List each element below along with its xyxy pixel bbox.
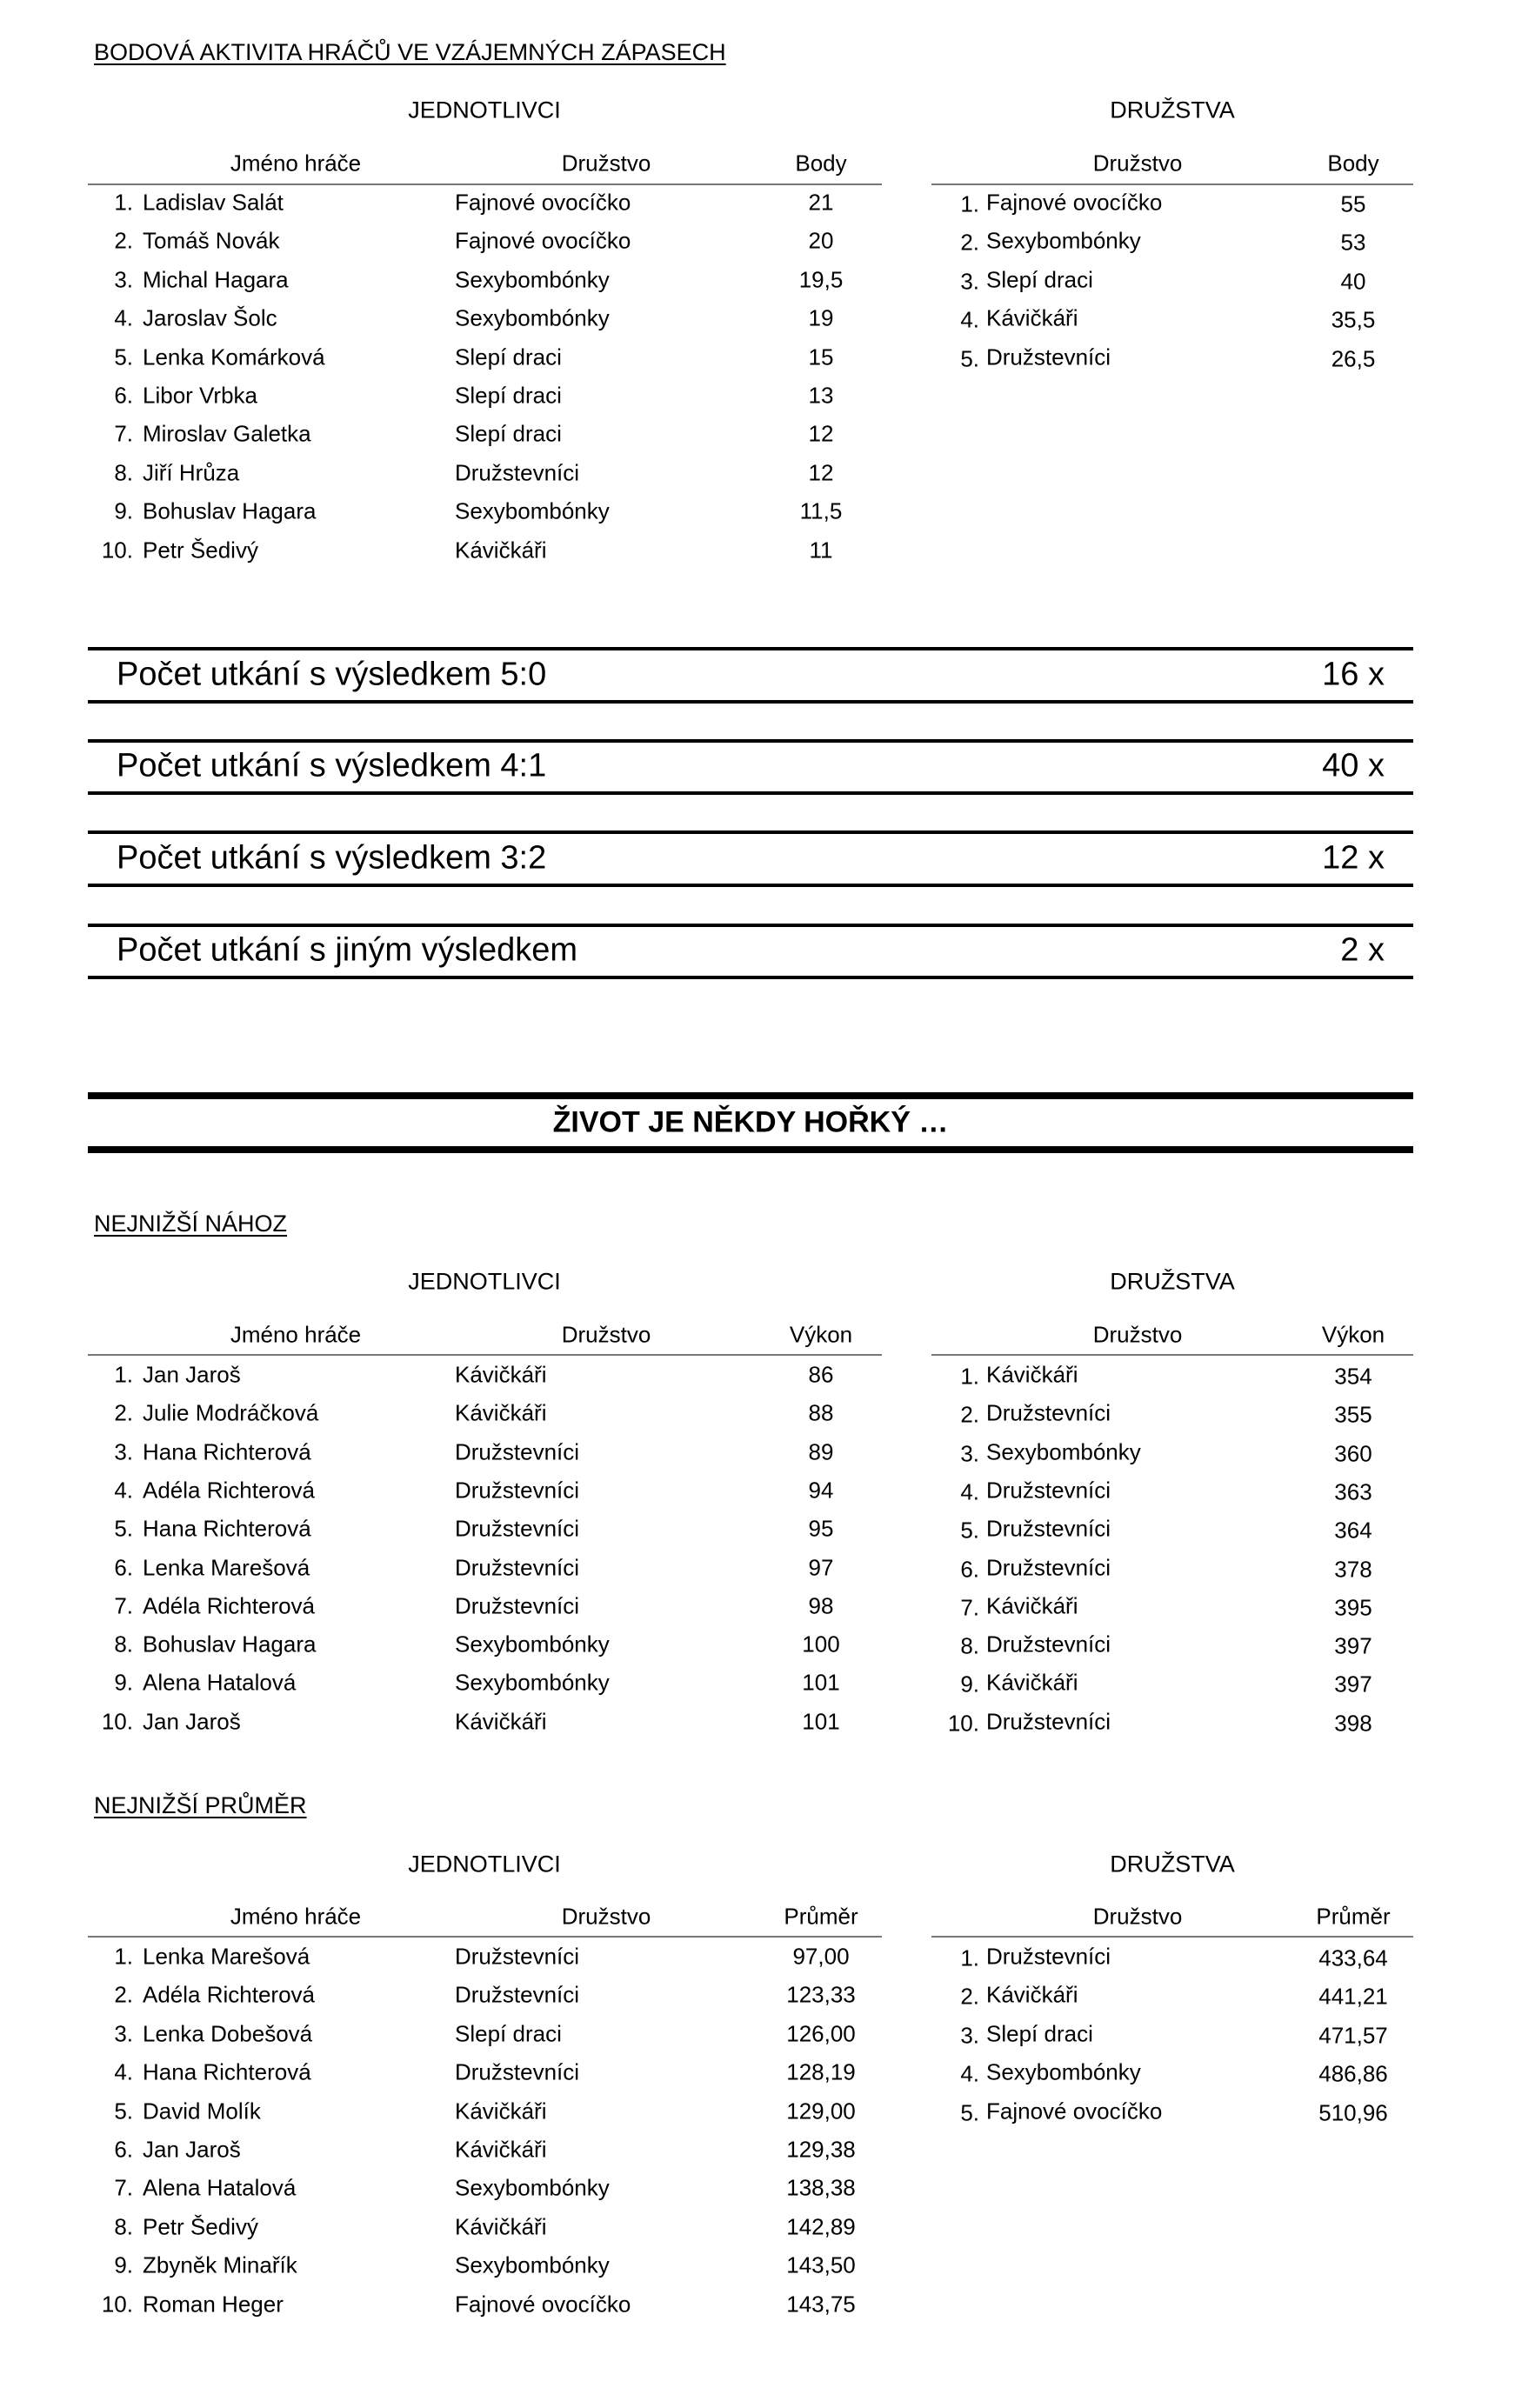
player-team: Družstevníci [455,1515,580,1542]
bitter-heading: ŽIVOT JE NĚKDY HOŘKÝ … [552,1105,949,1139]
player-name: Hana Richterová [143,2058,311,2085]
row-rank: 2. [960,1401,979,1428]
player-team: Sexybombónky [455,2174,610,2201]
divider [88,884,1413,887]
header-rule [931,1936,1413,1938]
player-name: Adéla Richterová [143,1477,315,1504]
column-header-team: Družstvo [1092,1903,1183,1930]
row-rank: 3. [960,2022,979,2049]
result-count-label: Počet utkání s výsledkem 4:1 [117,747,547,784]
team-name: Fajnové ovocíčko [986,2098,1163,2125]
team-name: Družstevníci [986,1708,1111,1735]
player-value: 21 [808,189,834,216]
player-value: 13 [808,382,834,409]
column-header-value: Body [1327,150,1379,177]
team-value: 354 [1334,1363,1372,1390]
player-team: Sexybombónky [455,266,610,293]
row-rank: 9. [114,1669,133,1696]
row-rank: 1. [114,1943,133,1970]
player-value: 101 [802,1708,840,1735]
column-header-team: Družstvo [561,1321,651,1348]
row-rank: 8. [960,1632,979,1659]
team-value: 53 [1340,229,1366,256]
row-rank: 1. [114,1361,133,1388]
row-rank: 2. [114,1981,133,2008]
row-rank: 4. [114,2058,133,2085]
team-name: Družstevníci [986,1399,1111,1426]
player-value: 129,38 [786,2136,856,2163]
team-name: Družstevníci [986,1631,1111,1658]
player-name: Tomáš Novák [143,227,280,254]
column-header-team: Družstvo [561,1903,651,1930]
team-value: 378 [1334,1556,1372,1582]
row-rank: 9. [114,497,133,524]
player-name: Lenka Marešová [143,1554,310,1580]
team-value: 40 [1340,268,1366,295]
divider [88,791,1413,795]
column-header-player: Jméno hráče [230,150,362,177]
divider [88,976,1413,979]
player-name: Jan Jaroš [143,1708,241,1735]
row-rank: 7. [114,1592,133,1619]
group-label-teams: DRUŽSTVA [1110,1851,1235,1878]
result-count-label: Počet utkání s výsledkem 3:2 [117,839,547,877]
column-header-team: Družstvo [1092,1321,1183,1348]
team-value: 364 [1334,1517,1372,1544]
group-label-individuals: JEDNOTLIVCI [408,97,561,123]
row-rank: 4. [960,2060,979,2087]
row-rank: 10. [101,537,133,564]
player-name: Lenka Marešová [143,1943,310,1970]
team-value: 363 [1334,1478,1372,1505]
player-team: Družstevníci [455,1981,580,2008]
result-count-label: Počet utkání s jiným výsledkem [117,931,578,969]
divider [88,700,1413,704]
column-header-value: Body [795,150,847,177]
player-value: 12 [808,420,834,447]
team-value: 433,64 [1318,1944,1388,1971]
team-name: Kávičkáři [986,1981,1078,2008]
player-value: 143,75 [786,2291,856,2318]
player-name: Hana Richterová [143,1438,311,1465]
row-rank: 4. [114,304,133,331]
player-team: Družstevníci [455,1592,580,1619]
column-header-value: Výkon [789,1321,853,1348]
group-label-teams: DRUŽSTVA [1110,1268,1235,1295]
row-rank: 5. [960,1517,979,1544]
player-name: Adéla Richterová [143,1592,315,1619]
row-rank: 3. [960,1440,979,1467]
team-name: Fajnové ovocíčko [986,189,1163,216]
row-rank: 2. [114,227,133,254]
row-rank: 9. [960,1671,979,1698]
player-team: Kávičkáři [455,1361,547,1388]
row-rank: 1. [960,1363,979,1390]
column-header-value: Průměr [784,1903,858,1930]
team-name: Družstevníci [986,1554,1111,1580]
team-value: 471,57 [1318,2022,1388,2049]
player-name: Miroslav Galetka [143,420,311,447]
player-value: 19 [808,304,834,331]
player-name: Jan Jaroš [143,1361,241,1388]
team-name: Sexybombónky [986,2058,1141,2085]
row-rank: 5. [114,344,133,370]
group-label-teams: DRUŽSTVA [1110,97,1235,123]
player-team: Družstevníci [455,1554,580,1580]
team-value: 26,5 [1331,345,1376,372]
team-value: 360 [1334,1440,1372,1467]
row-rank: 5. [114,1515,133,1542]
player-value: 138,38 [786,2174,856,2201]
team-value: 510,96 [1318,2099,1388,2126]
row-rank: 2. [114,1399,133,1426]
row-rank: 5. [960,345,979,372]
player-value: 95 [808,1515,834,1542]
player-team: Sexybombónky [455,1631,610,1658]
player-name: Petr Šedivý [143,537,258,564]
player-value: 100 [802,1631,840,1658]
row-rank: 3. [960,268,979,295]
row-rank: 8. [114,2213,133,2240]
player-team: Fajnové ovocíčko [455,227,631,254]
player-value: 98 [808,1592,834,1619]
row-rank: 7. [114,2174,133,2201]
player-team: Sexybombónky [455,1669,610,1696]
row-rank: 7. [960,1594,979,1621]
row-rank: 8. [114,459,133,486]
team-name: Družstevníci [986,344,1111,370]
player-value: 143,50 [786,2251,856,2278]
player-team: Kávičkáři [455,1708,547,1735]
player-name: Lenka Komárková [143,344,325,370]
player-name: Adéla Richterová [143,1981,315,2008]
player-value: 19,5 [798,266,844,293]
player-name: Roman Heger [143,2291,284,2318]
team-value: 355 [1334,1401,1372,1428]
row-rank: 1. [114,189,133,216]
player-name: Julie Modráčková [143,1399,319,1426]
player-team: Družstevníci [455,1438,580,1465]
player-name: Jaroslav Šolc [143,304,277,331]
player-team: Fajnové ovocíčko [455,189,631,216]
result-count-label: Počet utkání s výsledkem 5:0 [117,656,547,693]
player-team: Slepí draci [455,420,562,447]
row-rank: 5. [114,2098,133,2125]
player-value: 88 [808,1399,834,1426]
team-value: 398 [1334,1710,1372,1737]
player-name: Bohuslav Hagara [143,497,317,524]
player-name: David Molík [143,2098,261,2125]
section-title-points: BODOVÁ AKTIVITA HRÁČŮ VE VZÁJEMNÝCH ZÁPASECH [94,39,726,65]
team-value: 55 [1340,190,1366,217]
player-team: Družstevníci [455,1943,580,1970]
player-name: Ladislav Salát [143,189,284,216]
team-name: Kávičkáři [986,304,1078,331]
row-rank: 1. [960,1944,979,1971]
player-name: Zbyněk Minařík [143,2251,297,2278]
header-rule [931,183,1413,185]
team-name: Kávičkáři [986,1669,1078,1696]
player-team: Slepí draci [455,382,562,409]
player-name: Jiří Hrůza [143,459,240,486]
row-rank: 6. [114,1554,133,1580]
row-rank: 4. [960,1478,979,1505]
row-rank: 2. [960,229,979,256]
player-value: 126,00 [786,2020,856,2047]
heading-bar-top [88,1092,1413,1099]
player-value: 11,5 [799,497,843,524]
player-name: Petr Šedivý [143,2213,258,2240]
player-team: Sexybombónky [455,497,610,524]
team-name: Sexybombónky [986,1438,1141,1465]
player-team: Slepí draci [455,344,562,370]
player-value: 15 [808,344,834,370]
player-value: 97 [808,1554,834,1580]
team-name: Sexybombónky [986,227,1141,254]
player-value: 128,19 [786,2058,856,2085]
row-rank: 10. [101,2291,133,2318]
row-rank: 3. [114,2020,133,2047]
row-rank: 6. [114,2136,133,2163]
row-rank: 6. [960,1556,979,1582]
player-team: Družstevníci [455,2058,580,2085]
player-value: 12 [808,459,834,486]
player-team: Družstevníci [455,1477,580,1504]
group-label-individuals: JEDNOTLIVCI [408,1851,561,1878]
team-name: Družstevníci [986,1943,1111,1970]
player-name: Alena Hatalová [143,2174,297,2201]
player-name: Libor Vrbka [143,382,257,409]
divider [88,739,1413,743]
team-value: 395 [1334,1594,1372,1621]
team-name: Slepí draci [986,266,1093,293]
row-rank: 2. [960,1983,979,2010]
player-name: Hana Richterová [143,1515,311,1542]
team-value: 397 [1334,1671,1372,1698]
player-value: 94 [808,1477,834,1504]
result-count-value: 16 x [1322,656,1385,693]
row-rank: 1. [960,190,979,217]
row-rank: 7. [114,420,133,447]
divider [88,924,1413,927]
divider [88,647,1413,650]
player-team: Kávičkáři [455,2136,547,2163]
player-name: Jan Jaroš [143,2136,241,2163]
player-value: 142,89 [786,2213,856,2240]
team-name: Slepí draci [986,2020,1093,2047]
player-value: 20 [808,227,834,254]
player-name: Alena Hatalová [143,1669,297,1696]
row-rank: 4. [114,1477,133,1504]
player-value: 11 [809,537,833,564]
row-rank: 10. [947,1710,979,1737]
player-team: Slepí draci [455,2020,562,2047]
player-team: Kávičkáři [455,1399,547,1426]
row-rank: 3. [114,1438,133,1465]
player-value: 123,33 [786,1981,856,2008]
team-name: Kávičkáři [986,1592,1078,1619]
team-name: Družstevníci [986,1515,1111,1542]
column-header-player: Jméno hráče [230,1321,362,1348]
section-title-lowest-throw: NEJNIŽŠÍ NÁHOZ [94,1211,288,1237]
team-name: Kávičkáři [986,1361,1078,1388]
player-value: 89 [808,1438,834,1465]
group-label-individuals: JEDNOTLIVCI [408,1268,561,1295]
player-name: Bohuslav Hagara [143,1631,317,1658]
player-team: Sexybombónky [455,304,610,331]
team-name: Družstevníci [986,1477,1111,1504]
team-value: 35,5 [1331,306,1376,333]
header-rule [931,1354,1413,1356]
section-title-lowest-average: NEJNIŽŠÍ PRŮMĚR [94,1792,307,1818]
player-team: Kávičkáři [455,2098,547,2125]
header-rule [88,1354,882,1356]
result-count-value: 12 x [1322,839,1385,877]
header-rule [88,1936,882,1938]
header-rule [88,183,882,185]
result-count-value: 2 x [1340,931,1385,969]
column-header-team: Družstvo [1092,150,1183,177]
player-team: Kávičkáři [455,2213,547,2240]
player-value: 86 [808,1361,834,1388]
column-header-team: Družstvo [561,150,651,177]
row-rank: 3. [114,266,133,293]
player-name: Lenka Dobešová [143,2020,313,2047]
row-rank: 9. [114,2251,133,2278]
player-team: Družstevníci [455,459,580,486]
player-name: Michal Hagara [143,266,289,293]
player-team: Kávičkáři [455,537,547,564]
row-rank: 8. [114,1631,133,1658]
column-header-value: Výkon [1321,1321,1385,1348]
row-rank: 6. [114,382,133,409]
team-value: 486,86 [1318,2060,1388,2087]
column-header-value: Průměr [1316,1903,1391,1930]
team-value: 397 [1334,1632,1372,1659]
player-value: 129,00 [786,2098,856,2125]
player-team: Fajnové ovocíčko [455,2291,631,2318]
divider [88,830,1413,834]
row-rank: 10. [101,1708,133,1735]
player-value: 97,00 [792,1943,850,1970]
row-rank: 4. [960,306,979,333]
heading-bar-bottom [88,1146,1413,1153]
player-team: Sexybombónky [455,2251,610,2278]
player-value: 101 [802,1669,840,1696]
row-rank: 5. [960,2099,979,2126]
result-count-value: 40 x [1322,747,1385,784]
column-header-player: Jméno hráče [230,1903,362,1930]
team-value: 441,21 [1318,1983,1388,2010]
